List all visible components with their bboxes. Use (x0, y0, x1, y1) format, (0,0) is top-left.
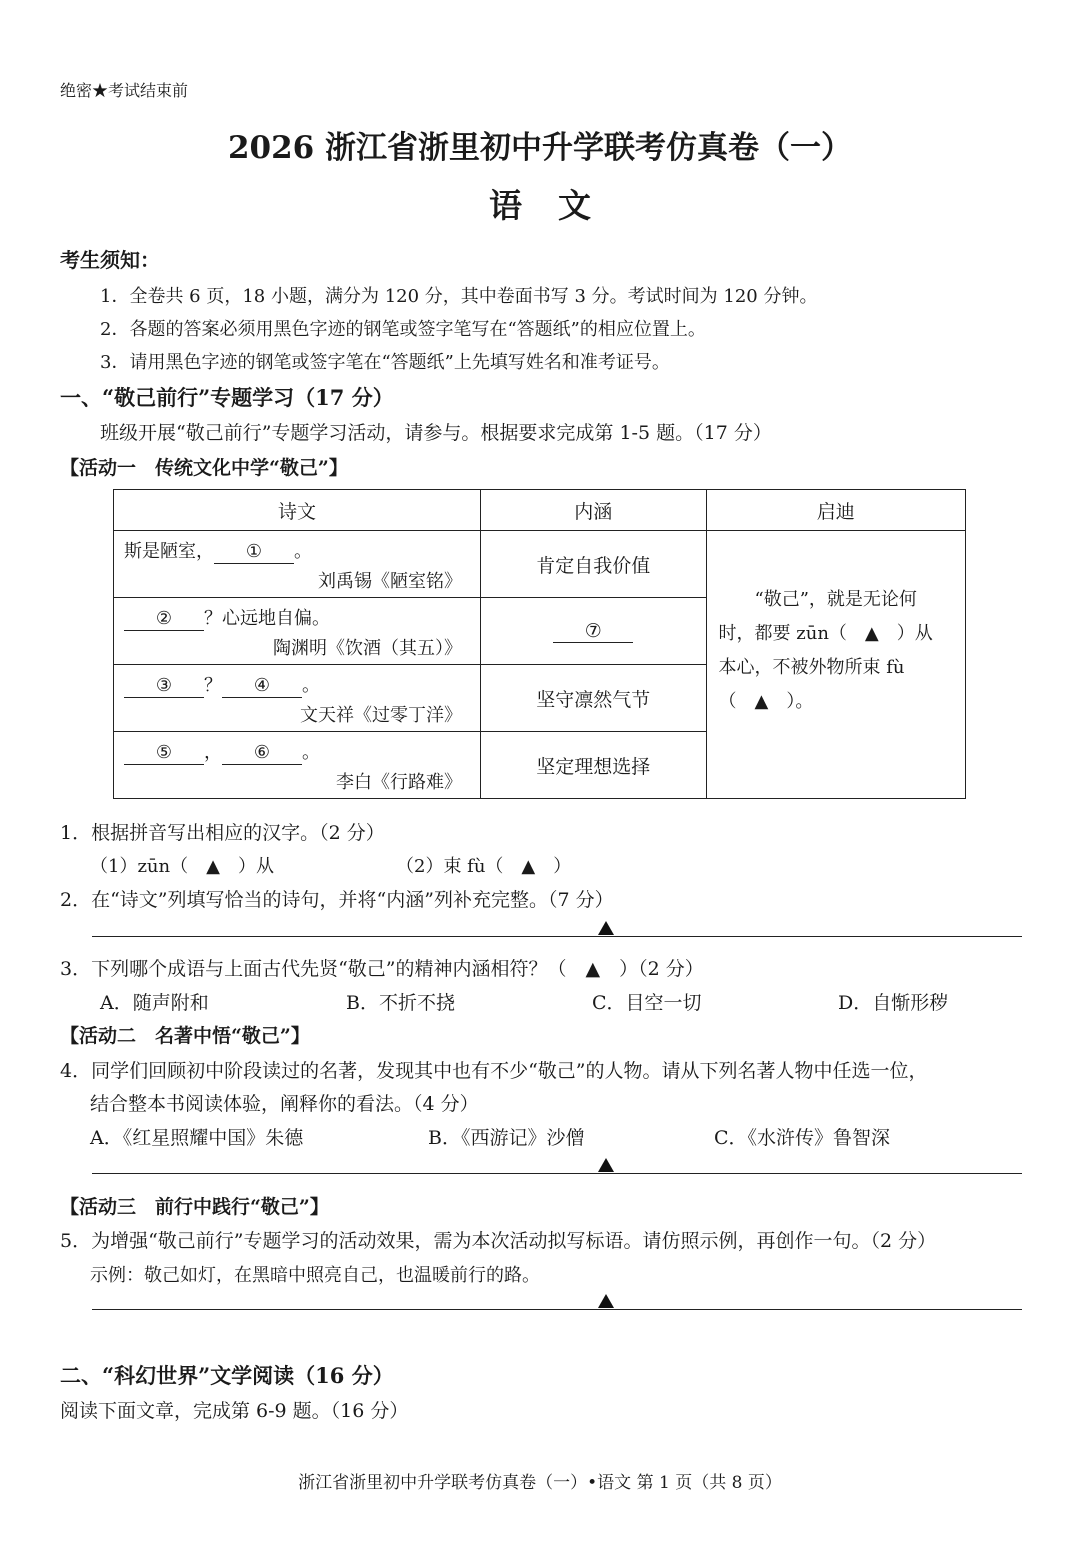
insight-line: 时，都要 zūn（ ▲ ）从 (718, 623, 933, 644)
q1-part-b: （2）束 fù（ ▲ ） (396, 856, 572, 877)
poem-mid: ， (204, 742, 222, 763)
meaning-cell (480, 598, 706, 665)
q4-option-a[interactable]: A．《红星照耀中国》朱德 (90, 1127, 304, 1149)
table-header-insight: 启迪 (706, 490, 965, 531)
poem-mid: ？ (204, 675, 222, 696)
q5-example: 示例：敬己如灯，在黑暗中照亮自己，也温暖前行的路。 (90, 1265, 540, 1286)
insight-line: 本心，不被外物所束 fù (718, 657, 905, 678)
blank-4[interactable]: ④ (222, 675, 302, 698)
q5-stem: 5．为增强“敬己前行”专题学习的活动效果，需为本次活动拟写标语。请仿照示例，再创作一句。（2 分） (60, 1230, 937, 1252)
blank-1[interactable]: ① (214, 541, 294, 564)
meaning-text: 坚定理想选择 (536, 755, 651, 778)
q4-answer-line[interactable] (92, 1173, 1022, 1174)
page-footer: 浙江省浙里初中升学联考仿真卷（一）•语文 第 1 页（共 8 页） (298, 1473, 782, 1493)
meaning-cell (480, 531, 706, 598)
table-header-poem: 诗文 (114, 490, 481, 531)
poem-source: 刘禹锡《陋室铭》 (317, 571, 462, 592)
insight-cell (706, 531, 965, 799)
section2-intro: 阅读下面文章，完成第 6-9 题。（16 分） (60, 1400, 409, 1422)
q4-option-c[interactable]: C．《水浒传》鲁智深 (714, 1127, 891, 1149)
q3-option-c[interactable]: C．目空一切 (592, 992, 702, 1014)
q1-stem: 1．根据拼音写出相应的汉字。（2 分） (60, 822, 385, 844)
answer-triangle-icon (598, 1294, 614, 1308)
activity3-heading: 【活动三 前行中践行“敬己”】 (60, 1196, 329, 1218)
notice-item: 3．请用黑色字迹的钢笔或签字笔在“答题纸”上先填写姓名和准考证号。 (100, 352, 670, 373)
q3-option-d[interactable]: D．自惭形秽 (838, 992, 949, 1014)
blank-5[interactable]: ⑤ (124, 742, 204, 765)
poem-mid: ？心远地自偏。 (204, 608, 330, 629)
section1-intro: 班级开展“敬己前行”专题学习活动，请参与。根据要求完成第 1-5 题。（17 分） (100, 422, 772, 444)
poem-source: 文天祥《过零丁洋》 (299, 705, 462, 726)
q2-answer-line[interactable] (92, 936, 1022, 937)
meaning-cell (480, 665, 706, 732)
q3-option-b[interactable]: B．不折不挠 (346, 992, 455, 1014)
exam-title: 2026 浙江省浙里初中升学联考仿真卷（一） (227, 130, 853, 166)
q4-stem-line2: 结合整本书阅读体验，阐释你的看法。（4 分） (90, 1093, 479, 1115)
poem-end: 。 (294, 541, 312, 562)
activity1-heading: 【活动一 传统文化中学“敬己”】 (60, 457, 348, 479)
blank-7[interactable]: ⑦ (553, 620, 633, 643)
poetry-table (113, 489, 966, 799)
poem-end: 。 (302, 742, 320, 763)
answer-triangle-icon (598, 1158, 614, 1172)
insight-line: （ ▲ ）。 (718, 691, 814, 712)
confidential-label: 绝密★考试结束前 (60, 81, 189, 100)
poem-cell (114, 732, 481, 799)
meaning-cell (480, 732, 706, 799)
poem-prefix: 斯是陋室， (124, 541, 214, 562)
answer-triangle-icon (598, 921, 614, 935)
table-header-meaning: 内涵 (480, 490, 706, 531)
poem-source: 李白《行路难》 (335, 772, 462, 793)
poem-end: 。 (302, 675, 320, 696)
q3-stem: 3．下列哪个成语与上面古代先贤“敬己”的精神内涵相符？（ ▲ ）（2 分） (60, 958, 704, 980)
poem-cell (114, 665, 481, 732)
poem-source: 陶渊明《饮酒（其五）》 (272, 638, 462, 659)
subject-title: 语文 (489, 186, 627, 225)
q1-part-a: （1）zūn（ ▲ ）从 (90, 856, 274, 877)
blank-3[interactable]: ③ (124, 675, 204, 698)
blank-2[interactable]: ② (124, 608, 204, 631)
notice-item: 1．全卷共 6 页，18 小题，满分为 120 分，其中卷面书写 3 分。考试时间为 120 分钟。 (100, 286, 818, 307)
insight-line: “敬己”，就是无论何 (754, 589, 917, 610)
q5-answer-line[interactable] (92, 1309, 1022, 1310)
meaning-text: 肯定自我价值 (536, 554, 651, 577)
q3-option-a[interactable]: A．随声附和 (100, 992, 209, 1014)
section1-heading: 一、“敬己前行”专题学习（17 分） (60, 385, 394, 410)
q4-option-b[interactable]: B．《西游记》沙僧 (428, 1127, 585, 1149)
meaning-text: 坚守凛然气节 (536, 688, 651, 711)
notice-item: 2．各题的答案必须用黑色字迹的钢笔或签字笔写在“答题纸”的相应位置上。 (100, 319, 706, 340)
blank-6[interactable]: ⑥ (222, 742, 302, 765)
q2-stem: 2．在“诗文”列填写恰当的诗句，并将“内涵”列补充完整。（7 分） (60, 889, 614, 911)
poem-cell (114, 598, 481, 665)
poem-cell (114, 531, 481, 598)
activity2-heading: 【活动二 名著中悟“敬己”】 (60, 1025, 310, 1047)
q4-stem-line1: 4．同学们回顾初中阶段读过的名著，发现其中也有不少“敬己”的人物。请从下列名著人物中任选一位， (60, 1060, 928, 1082)
section2-heading: 二、“科幻世界”文学阅读（16 分） (60, 1363, 394, 1388)
notice-heading: 考生须知： (60, 248, 160, 272)
